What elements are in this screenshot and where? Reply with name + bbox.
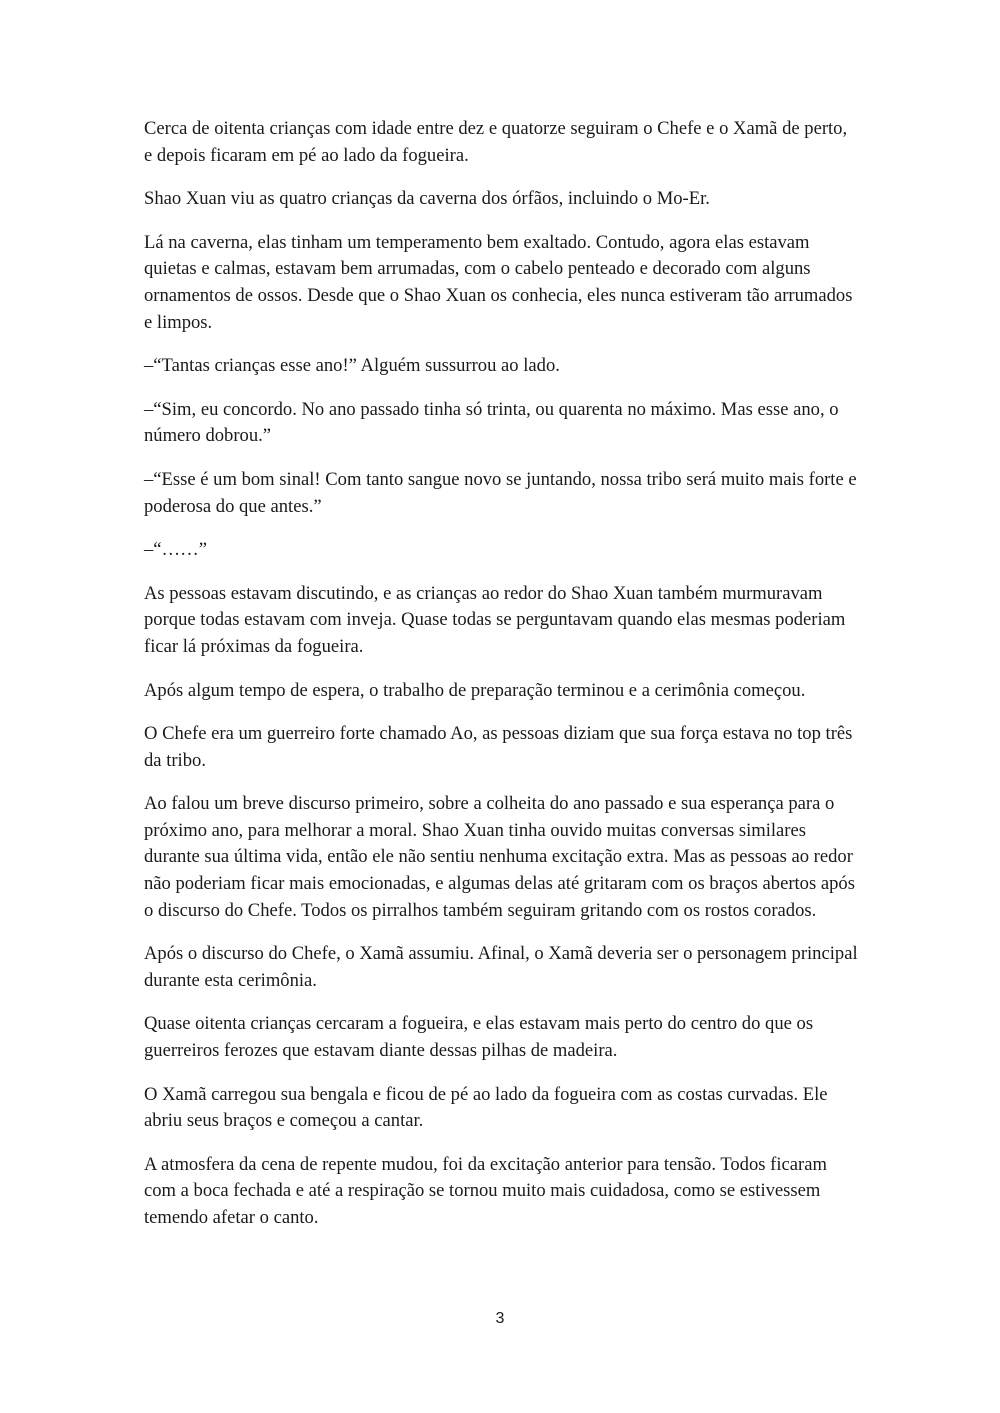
paragraph: O Xamã carregou sua bengala e ficou de pé ao lado da fogueira com as costas curvadas. Ele abriu seus braços e começou a cantar.: [144, 1083, 828, 1132]
page-number: 3: [495, 1310, 505, 1327]
page-body-text: [144, 116, 860, 1249]
paragraph: A atmosfera da cena de repente mudou, foi da excitação anterior para tensão. Todos ficaram com a boca fechada e até a respiração se tornou muito mais cuidadosa, como se estivessem temendo afetar o canto.: [144, 1153, 827, 1228]
paragraph: Shao Xuan viu as quatro crianças da caverna dos órfãos, incluindo o Mo-Er.: [144, 188, 710, 210]
paragraph: Cerca de oitenta crianças com idade entre dez e quatorze seguiram o Chefe e o Xamã de perto, e depois ficaram em pé ao lado da fogueira.: [144, 118, 848, 166]
dialogue-line: –“Esse é um bom sinal! Com tanto sangue novo se juntando, nossa tribo será muito mais forte e poderosa do que antes.”: [144, 468, 857, 517]
dialogue-line: –“Sim, eu concordo. No ano passado tinha só trinta, ou quarenta no máximo. Mas esse ano, o número dobrou.”: [144, 398, 839, 447]
paragraph: Ao falou um breve discurso primeiro, sobre a colheita do ano passado e sua esperança para o próximo ano, para melhorar a moral. Shao Xuan tinha ouvido muitas conversas similares durante sua última vida, então ele não sentiu nenhuma excitação extra. Mas as pessoas ao redor não poderiam ficar mais emocionadas, e algumas delas até gritaram com os braços abertos após o discurso do Chefe. Todos os pirralhos também seguiram gritando com os rostos corados.: [144, 793, 855, 921]
dialogue-line: –“Tantas crianças esse ano!” Alguém sussurrou ao lado.: [144, 355, 560, 377]
paragraph: Lá na caverna, elas tinham um temperamento bem exaltado. Contudo, agora elas estavam quietas e calmas, estavam bem arrumadas, com o cabelo penteado e decorado com alguns ornamentos de ossos. Desde que o Shao Xuan os conhecia, eles nunca estiveram tão arrumados e limpos.: [144, 231, 853, 333]
paragraph: O Chefe era um guerreiro forte chamado Ao, as pessoas diziam que sua força estava no top três da tribo.: [144, 723, 853, 771]
paragraph: As pessoas estavam discutindo, e as crianças ao redor do Shao Xuan também murmuravam porque todas estavam com inveja. Quase todas se perguntavam quando elas mesmas poderiam ficar lá próximas da fogueira.: [144, 582, 846, 657]
paragraph: Quase oitenta crianças cercaram a fogueira, e elas estavam mais perto do centro do que os guerreiros ferozes que estavam diante dessas pilhas de madeira.: [144, 1013, 814, 1062]
dialogue-line: –“……”: [144, 539, 207, 561]
paragraph: Após algum tempo de espera, o trabalho de preparação terminou e a cerimônia começou.: [144, 679, 806, 701]
paragraph: Após o discurso do Chefe, o Xamã assumiu. Afinal, o Xamã deveria ser o personagem principal durante esta cerimônia.: [144, 943, 858, 991]
